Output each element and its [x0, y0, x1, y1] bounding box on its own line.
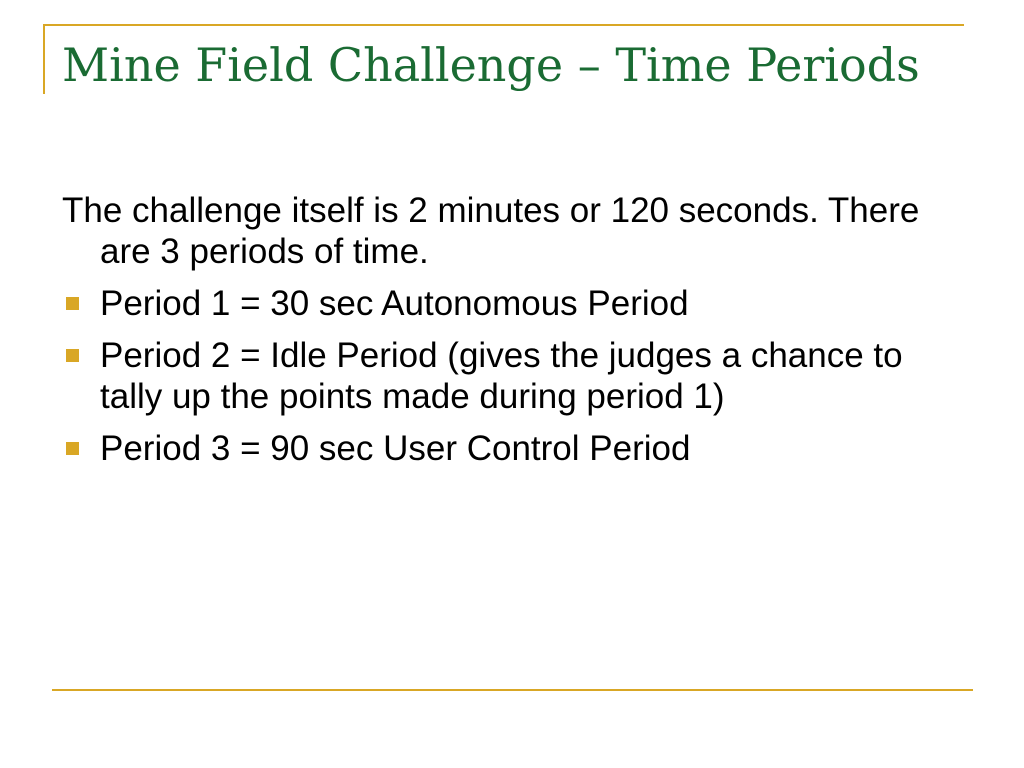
bullet-item-period-3: [62, 428, 922, 469]
frame-top-rule: [43, 24, 964, 26]
square-bullet-icon: [66, 442, 79, 455]
bullet-text: Period 2 = Idle Period (gives the judges a chance to tally up the points made during period 1): [100, 336, 903, 416]
square-bullet-icon: [66, 349, 79, 362]
bullet-list: [62, 283, 922, 469]
bullet-item-period-2: [62, 335, 922, 417]
square-bullet-icon: [66, 297, 79, 310]
bullet-item-period-1: [62, 283, 922, 324]
bullet-text: Period 1 = 30 sec Autonomous Period: [100, 284, 689, 323]
bullet-text: Period 3 = 90 sec User Control Period: [100, 429, 691, 468]
frame-left-rule: [43, 24, 45, 94]
intro-paragraph: The challenge itself is 2 minutes or 120 seconds. There are 3 periods of time.: [62, 191, 920, 271]
frame-bottom-rule: [52, 689, 973, 691]
slide-body: [62, 190, 922, 480]
slide-title: Mine Field Challenge – Time Periods: [62, 38, 920, 92]
